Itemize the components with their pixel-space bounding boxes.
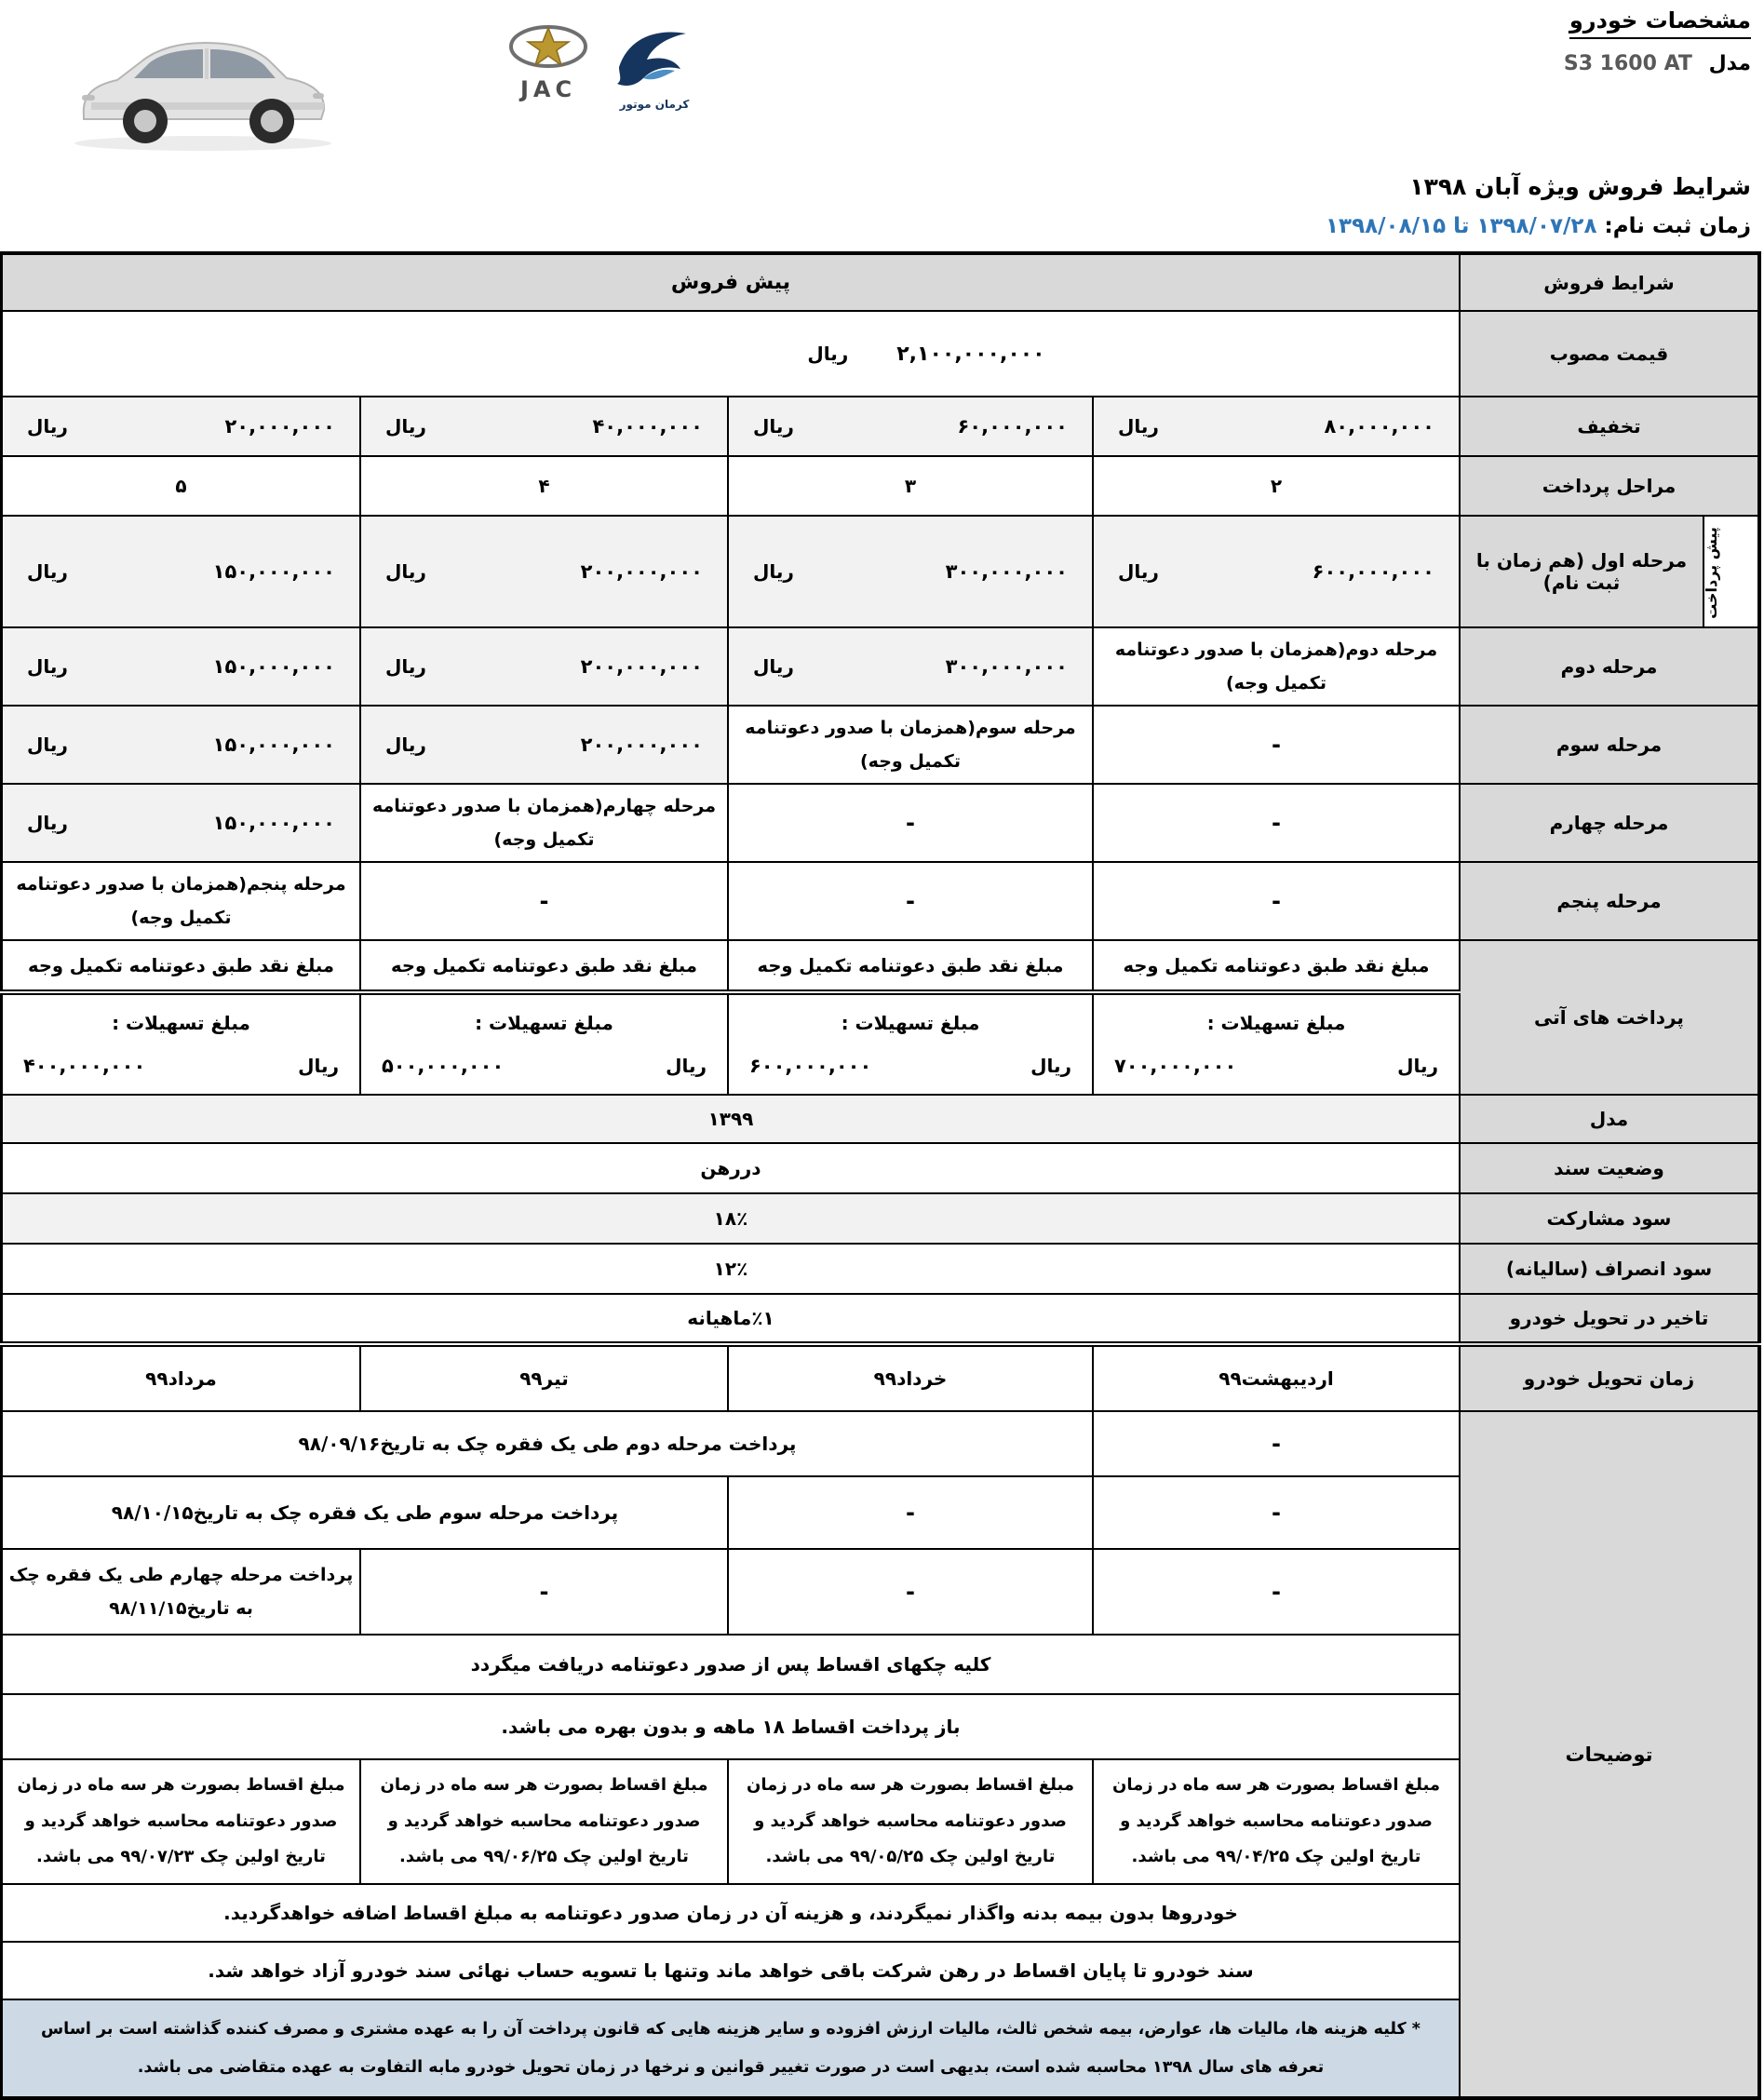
row-label-delivery-delay: تاخیر در تحویل خودرو: [1460, 1294, 1759, 1344]
stage4-value: ۱۵۰,۰۰۰,۰۰۰: [212, 812, 335, 834]
loan-title: مبلغ تسهیلات :: [112, 1012, 250, 1034]
car-photo: [63, 20, 343, 155]
table-row: [1, 862, 1759, 940]
model-line: [1564, 52, 1751, 75]
table-row: [1, 784, 1759, 862]
note3-check-stage4: پرداخت مرحله چهارم طی یک فقره چک به تاریخ۹۸/۱۱/۱۵: [1, 1549, 360, 1635]
note5-repayment: باز پرداخت اقساط ۱۸ ماهه و بدون بهره می باشد.: [1, 1694, 1460, 1759]
currency-label: ریال: [666, 1055, 707, 1077]
row-label-payment-stages: مراحل پرداخت: [1460, 456, 1759, 516]
stages-plan4: ۴: [360, 456, 728, 516]
currency-label: ریال: [26, 560, 68, 583]
currency-label: ریال: [298, 1055, 339, 1077]
note2-plan3-empty: -: [728, 1476, 1093, 1549]
presale-header: پیش فروش: [1, 253, 1460, 311]
table-row: [1, 516, 1759, 627]
stage5-plan3-empty: -: [728, 862, 1093, 940]
currency-label: ریال: [384, 655, 426, 678]
header-right: [1564, 7, 1751, 75]
specs-title: مشخصات خودرو: [1569, 7, 1751, 39]
delivery-plan5: مرداد۹۹: [1, 1344, 360, 1411]
currency-label: ریال: [384, 560, 426, 583]
stage4-plan2-empty: -: [1093, 784, 1460, 862]
kerman-motor-wordmark: کرمان موتور: [619, 98, 690, 111]
note3-plan4-empty: -: [360, 1549, 728, 1635]
jac-logo: [504, 19, 593, 112]
stage3-plan5: [1, 706, 360, 784]
note1-plan2-empty: -: [1093, 1411, 1460, 1476]
stage5-plan4-empty: -: [360, 862, 728, 940]
table-row: [1, 1143, 1759, 1193]
stage3-plan3-note: مرحله سوم(همزمان با صدور دعوتنامه تکمیل وجه): [728, 706, 1093, 784]
loan-value: ۴۰۰,۰۰۰,۰۰۰: [22, 1055, 146, 1077]
installment-note-plan4: مبلغ اقساط بصورت هر سه ماه در زمان صدور دعوتنامه محاسبه خواهد گردید و تاریخ اولین چک ۹۹/۰۶/۲۵ می باشد.: [360, 1759, 728, 1884]
row-label-stage2: مرحله دوم: [1460, 627, 1759, 706]
table-row: [1, 1095, 1759, 1143]
cash-note-plan3: مبلغ نقد طبق دعوتنامه تکمیل وجه: [728, 940, 1093, 992]
loan-plan2: [1093, 992, 1460, 1095]
note7-body-insurance: خودروها بدون بیمه بدنه واگذار نمیگردند، و هزینه آن در زمان صدور دعوتنامه به مبلغ اقساط اضافه خواهدگردید.: [1, 1884, 1460, 1942]
note8-document-pledge: سند خودرو تا پایان اقساط در رهن شرکت باقی خواهد ماند وتنها با تسویه حساب نهائی سند خودرو آزاد خواهد شد.: [1, 1942, 1460, 1999]
currency-label: ریال: [752, 415, 794, 438]
stage1-plan2: [1093, 516, 1460, 627]
model-value: S3 1600 AT: [1563, 52, 1692, 75]
stage2-plan3: [728, 627, 1093, 706]
document-status: دررهن: [1, 1143, 1460, 1193]
stage2-plan4: [360, 627, 728, 706]
row-label-stage1: مرحله اول (هم زمان با ثبت نام): [1460, 516, 1703, 627]
table-row: [1, 1344, 1759, 1411]
loan-title: مبلغ تسهیلات :: [475, 1012, 613, 1034]
row-label-stage3: مرحله سوم: [1460, 706, 1759, 784]
note4-all-checks: کلیه چکهای اقساط پس از صدور دعوتنامه دریافت میگردد: [1, 1635, 1460, 1694]
cash-note-plan2: مبلغ نقد طبق دعوتنامه تکمیل وجه: [1093, 940, 1460, 992]
sale-title: شرایط فروش ویژه آبان ۱۳۹۸: [1409, 173, 1751, 200]
delivery-plan2: اردیبهشت۹۹: [1093, 1344, 1460, 1411]
row-label-delivery-time: زمان تحویل خودرو: [1460, 1344, 1759, 1411]
currency-label: ریال: [752, 560, 794, 583]
stage3-value: ۲۰۰,۰۰۰,۰۰۰: [580, 734, 703, 756]
stage4-plan4-note: مرحله چهارم(همزمان با صدور دعوتنامه تکمیل وجه): [360, 784, 728, 862]
currency-label: ریال: [807, 343, 849, 365]
table-row: [1, 1193, 1759, 1244]
stage3-value: ۱۵۰,۰۰۰,۰۰۰: [212, 734, 335, 756]
stage3-plan2-empty: -: [1093, 706, 1460, 784]
cash-note-plan4: مبلغ نقد طبق دعوتنامه تکمیل وجه: [360, 940, 728, 992]
installment-note-plan2: مبلغ اقساط بصورت هر سه ماه در زمان صدور دعوتنامه محاسبه خواهد گردید و تاریخ اولین چک ۹۹/۰۴/۲۵ می باشد.: [1093, 1759, 1460, 1884]
stage1-plan3: [728, 516, 1093, 627]
stage1-value: ۶۰۰,۰۰۰,۰۰۰: [1312, 560, 1434, 583]
participation-profit: ۱۸٪: [1, 1193, 1460, 1244]
discount-plan2: [1093, 397, 1460, 456]
model-label: مدل: [1708, 52, 1751, 75]
discount-value: ۶۰,۰۰۰,۰۰۰: [957, 415, 1068, 438]
table-row: [1, 253, 1759, 311]
sale-conditions-table: [0, 251, 1761, 2100]
brand-logos: [503, 19, 703, 121]
table-row: [1, 706, 1759, 784]
delivery-plan4: تیر۹۹: [360, 1344, 728, 1411]
currency-label: ریال: [384, 734, 426, 756]
approved-price-value: ۲,۱۰۰,۰۰۰,۰۰۰: [896, 342, 1045, 366]
loan-title: مبلغ تسهیلات :: [1206, 1012, 1346, 1034]
note1-check-stage2: پرداخت مرحله دوم طی یک فقره چک به تاریخ۹۸/۰۹/۱۶: [1, 1411, 1093, 1476]
cancellation-profit: ۱۲٪: [1, 1244, 1460, 1294]
installment-note-plan3: مبلغ اقساط بصورت هر سه ماه در زمان صدور دعوتنامه محاسبه خواهد گردید و تاریخ اولین چک ۹۹/۰۵/۲۵ می باشد.: [728, 1759, 1093, 1884]
stage2-plan2-note: مرحله دوم(همزمان با صدور دعوتنامه تکمیل وجه): [1093, 627, 1460, 706]
discount-plan4: [360, 397, 728, 456]
row-label-notes: توضیحات: [1460, 1411, 1759, 2098]
stage1-value: ۱۵۰,۰۰۰,۰۰۰: [212, 560, 335, 583]
loan-value: ۶۰۰,۰۰۰,۰۰۰: [748, 1055, 872, 1077]
discount-plan5: [1, 397, 360, 456]
stage1-plan5: [1, 516, 360, 627]
note2-plan2-empty: -: [1093, 1476, 1460, 1549]
loan-plan3: [728, 992, 1093, 1095]
row-label-future-payments: پرداخت های آتی: [1460, 940, 1759, 1095]
jac-wordmark: JAC: [519, 76, 577, 102]
row-label-discount: تخفیف: [1460, 397, 1759, 456]
delivery-plan3: خرداد۹۹: [728, 1344, 1093, 1411]
discount-plan3: [728, 397, 1093, 456]
stage3-plan4: [360, 706, 728, 784]
table-row: [1, 1244, 1759, 1294]
currency-label: ریال: [384, 415, 426, 438]
note3-plan3-empty: -: [728, 1549, 1093, 1635]
registration-period: [1326, 214, 1751, 238]
currency-label: ریال: [1397, 1055, 1438, 1077]
cash-note-plan5: مبلغ نقد طبق دعوتنامه تکمیل وجه: [1, 940, 360, 992]
currency-label: ریال: [752, 655, 794, 678]
loan-value: ۵۰۰,۰۰۰,۰۰۰: [381, 1055, 505, 1077]
stages-plan2: ۲: [1093, 456, 1460, 516]
stages-plan5: ۵: [1, 456, 360, 516]
stage1-value: ۳۰۰,۰۰۰,۰۰۰: [945, 560, 1068, 583]
registration-dates: ۱۳۹۸/۰۷/۲۸ تا ۱۳۹۸/۰۸/۱۵: [1326, 214, 1597, 238]
row-label-participation-profit: سود مشارکت: [1460, 1193, 1759, 1244]
footnote: * کلیه هزینه ها، مالیات ها، عوارض، بیمه شخص ثالث، مالیات ارزش افزوده و سایر هزینه هایی که قانون پرداخت آن را به عهده مشتری و مصرف کننده گذاشته است بر اساس تعرفه های سال ۱۳۹۸ محاسبه شده است، بدیهی است در صورت تغییر قوانین و نرخها در زمان تحویل خودرو مابه التفاوت به عهده متقاضی می باشد.: [1, 1999, 1460, 2098]
stage4-plan3-empty: -: [728, 784, 1093, 862]
kerman-motor-logo: [606, 19, 703, 115]
currency-label: ریال: [1117, 560, 1159, 583]
currency-label: ریال: [1030, 1055, 1071, 1077]
registration-label: زمان ثبت نام:: [1604, 214, 1751, 238]
discount-value: ۴۰,۰۰۰,۰۰۰: [592, 415, 703, 438]
delivery-delay-penalty: ٪۱ماهیانه: [1, 1294, 1460, 1344]
row-label-document-status: وضعیت سند: [1460, 1143, 1759, 1193]
row-label-stage4: مرحله چهارم: [1460, 784, 1759, 862]
loan-plan5: [1, 992, 360, 1095]
stage5-plan2-empty: -: [1093, 862, 1460, 940]
installment-note-plan5: مبلغ اقساط بصورت هر سه ماه در زمان صدور دعوتنامه محاسبه خواهد گردید و تاریخ اولین چک ۹۹/۰۷/۲۳ می باشد.: [1, 1759, 360, 1884]
model-year: ۱۳۹۹: [1, 1095, 1460, 1143]
stages-plan3: ۳: [728, 456, 1093, 516]
loan-value: ۷۰۰,۰۰۰,۰۰۰: [1113, 1055, 1237, 1077]
loan-plan4: [360, 992, 728, 1095]
table-row: [1, 1294, 1759, 1344]
currency-label: ریال: [26, 655, 68, 678]
stage2-plan5: [1, 627, 360, 706]
loan-title: مبلغ تسهیلات :: [841, 1012, 980, 1034]
header: [0, 0, 1764, 251]
table-row: [1, 1411, 1759, 1476]
table-row: [1, 627, 1759, 706]
stage2-value: ۳۰۰,۰۰۰,۰۰۰: [945, 655, 1068, 678]
row-label-cancellation-profit: سود انصراف (سالیانه): [1460, 1244, 1759, 1294]
row-label-model: مدل: [1460, 1095, 1759, 1143]
row-label-sale-conditions: شرایط فروش: [1460, 253, 1759, 311]
table-row: [1, 397, 1759, 456]
stage2-value: ۱۵۰,۰۰۰,۰۰۰: [212, 655, 335, 678]
prepayment-strip-label: پیش پرداخت: [1703, 527, 1721, 619]
table-row: [1, 940, 1759, 992]
prepayment-strip: [1703, 516, 1759, 627]
stage2-value: ۲۰۰,۰۰۰,۰۰۰: [580, 655, 703, 678]
table-row: [1, 311, 1759, 397]
table-row: [1, 456, 1759, 516]
note2-check-stage3: پرداخت مرحله سوم طی یک فقره چک به تاریخ۹۸/۱۰/۱۵: [1, 1476, 728, 1549]
approved-price-cell: [1, 311, 1460, 397]
currency-label: ریال: [1117, 415, 1159, 438]
currency-label: ریال: [26, 734, 68, 756]
stage1-value: ۲۰۰,۰۰۰,۰۰۰: [580, 560, 703, 583]
currency-label: ریال: [26, 812, 68, 834]
row-label-approved-price: قیمت مصوب: [1460, 311, 1759, 397]
stage1-plan4: [360, 516, 728, 627]
currency-label: ریال: [26, 415, 68, 438]
discount-value: ۲۰,۰۰۰,۰۰۰: [224, 415, 335, 438]
discount-value: ۸۰,۰۰۰,۰۰۰: [1324, 415, 1434, 438]
stage4-plan5: [1, 784, 360, 862]
car-illustration: [63, 20, 343, 155]
row-label-stage5: مرحله پنجم: [1460, 862, 1759, 940]
note3-plan2-empty: -: [1093, 1549, 1460, 1635]
stage5-plan5-note: مرحله پنجم(همزمان با صدور دعوتنامه تکمیل وجه): [1, 862, 360, 940]
